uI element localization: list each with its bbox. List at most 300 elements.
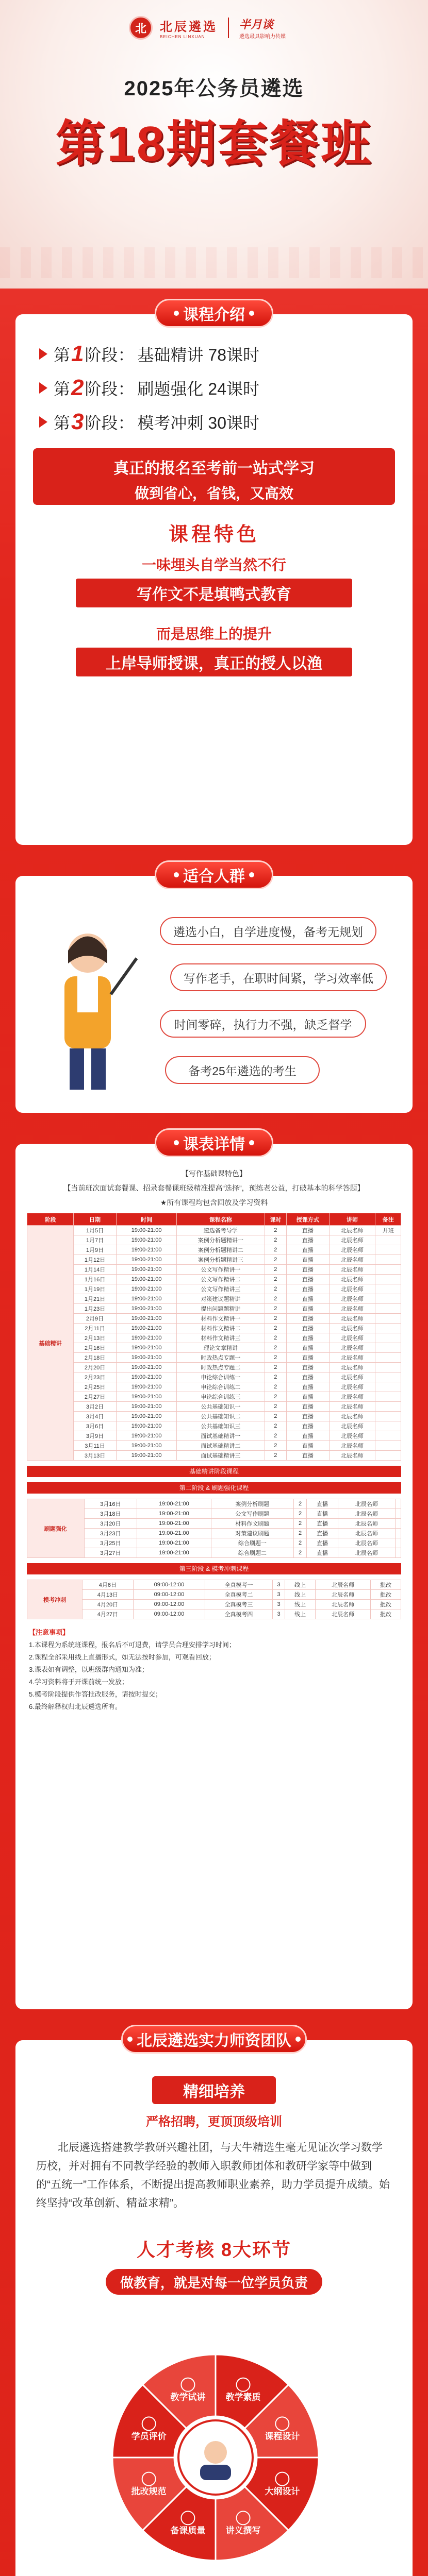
- table-cell: [375, 1333, 401, 1343]
- table-cell: 北辰名师: [329, 1304, 375, 1314]
- table-cell: 北辰名师: [338, 1548, 396, 1558]
- dot-icon: [249, 311, 254, 316]
- table-cell: 3月20日: [84, 1519, 137, 1529]
- note-line: 6.最终解释权归北辰遴选所有。: [29, 1703, 122, 1710]
- table-cell: 时政热点专题二: [177, 1363, 265, 1372]
- suitable-item: 备考25年遴选的考生: [165, 1056, 320, 1084]
- dot-icon: [249, 1140, 254, 1145]
- table-cell: 时政热点专题一: [177, 1353, 265, 1363]
- table-cell: 直播: [286, 1382, 329, 1392]
- logo-row: [0, 13, 428, 42]
- note-line: 5.模考阶段提供作答批改服务，请按时提交；: [29, 1690, 162, 1698]
- table-cell: 案例分析刷题: [211, 1499, 293, 1509]
- table-cell: [375, 1441, 401, 1451]
- table-cell: 2: [294, 1538, 307, 1548]
- table-cell: 09:00-12:00: [133, 1609, 205, 1619]
- table-cell: 2: [265, 1226, 286, 1235]
- table-cell: 公文写作精讲二: [177, 1275, 265, 1284]
- one-stop-banner: [33, 448, 395, 505]
- table-cell: 2: [265, 1235, 286, 1245]
- schedule-note-3: ★所有课程均包含回放及学习资料: [160, 1198, 268, 1207]
- table-cell: 直播: [286, 1314, 329, 1324]
- one-stop-line1: 真正的报名至考前一站式学习: [113, 460, 315, 477]
- feature-title: 课程特色: [168, 524, 259, 546]
- table-cell: 2月11日: [73, 1324, 116, 1333]
- suitable-card: [15, 868, 413, 1113]
- table-cell: 2: [265, 1431, 286, 1441]
- intro-card: [15, 307, 413, 845]
- table-cell: 2: [294, 1548, 307, 1558]
- table-cell: 2月16日: [73, 1343, 116, 1353]
- table-cell: 2月9日: [73, 1314, 116, 1324]
- table-cell: 2月18日: [73, 1353, 116, 1363]
- table-cell: 2: [265, 1363, 286, 1372]
- table-cell: 2: [265, 1314, 286, 1324]
- table-cell: 面试基础精讲一: [177, 1431, 265, 1441]
- table-cell: 北辰名师: [329, 1363, 375, 1372]
- table-cell: 2: [265, 1402, 286, 1412]
- table-cell: 北辰名师: [329, 1343, 375, 1353]
- table-cell: 案例分析题精讲一: [177, 1235, 265, 1245]
- intro-heading: [155, 299, 273, 328]
- table-cell: 公文写作精讲三: [177, 1284, 265, 1294]
- note-line: 4.学习资料将于开课前统一发放；: [29, 1678, 128, 1686]
- table-cell: 2月25日: [73, 1382, 116, 1392]
- colon: ：: [118, 346, 135, 364]
- feature-answer-1: 写作文不是填鸭式教育: [76, 579, 352, 607]
- table-cell: 直播: [286, 1324, 329, 1333]
- table-cell: 公文写作精讲一: [177, 1265, 265, 1275]
- table-cell: 北辰名师: [329, 1235, 375, 1245]
- table-cell: 19:00-21:00: [137, 1519, 211, 1529]
- hero: [0, 0, 428, 289]
- notes-block: [29, 1626, 399, 1713]
- table-cell: 北辰名师: [329, 1314, 375, 1324]
- table-cell: 北辰名师: [329, 1255, 375, 1265]
- teacher-illustration: [36, 922, 139, 1092]
- table-cell: 公共基础知识一: [177, 1402, 265, 1412]
- table-cell: 19:00-21:00: [117, 1363, 177, 1372]
- table-cell: 北辰名师: [329, 1226, 375, 1235]
- hero-decoration: [0, 247, 428, 278]
- table-cell: 直播: [286, 1235, 329, 1245]
- stage-1: [15, 337, 413, 371]
- table-cell: 19:00-21:00: [117, 1324, 177, 1333]
- table-cell: 3月13日: [73, 1451, 116, 1461]
- table-header-cell: 时间: [117, 1213, 177, 1226]
- table-cell: 1月14日: [73, 1265, 116, 1275]
- suitable-heading: [155, 860, 273, 889]
- table-cell: [375, 1255, 401, 1265]
- table-cell: 19:00-21:00: [117, 1431, 177, 1441]
- table-cell: 北辰名师: [329, 1421, 375, 1431]
- table-cell: 北辰名师: [329, 1451, 375, 1461]
- table-cell: 全真模考三: [205, 1600, 272, 1609]
- assessment-wheel: [107, 2349, 324, 2566]
- dot-icon: [174, 872, 179, 877]
- table-cell: 批改: [371, 1590, 401, 1600]
- feature-question-1: 一味埋头自学当然不行: [141, 557, 286, 573]
- table-cell: 北辰名师: [329, 1245, 375, 1255]
- wheel-label: 课程设计: [265, 2431, 300, 2442]
- table-row: [27, 1580, 401, 1590]
- table-cell: 3: [272, 1609, 285, 1619]
- table-row: [27, 1609, 401, 1619]
- table-cell: 2: [265, 1412, 286, 1421]
- table-cell: [375, 1451, 401, 1461]
- table-cell: 直播: [286, 1255, 329, 1265]
- suitable-item: 时间零碎，执行力不强，缺乏督学: [160, 1010, 366, 1038]
- table-cell: 公文写作刷题: [211, 1509, 293, 1519]
- table-cell: 北辰名师: [316, 1590, 371, 1600]
- schedule-note-2: 【当前班次面试套餐课、招录套餐课班级精准提高“选择”，预练老公益，打破基本的科学答题】: [63, 1184, 365, 1192]
- wheel-label: 批改规范: [131, 2486, 167, 2497]
- table-cell: 2月23日: [73, 1372, 116, 1382]
- table-cell: 批改: [371, 1609, 401, 1619]
- table-cell: 对策建议题精讲: [177, 1294, 265, 1304]
- table-cell: 2: [294, 1529, 307, 1538]
- table-row: [27, 1590, 401, 1600]
- table-cell: 直播: [286, 1451, 329, 1461]
- table-cell: 3: [272, 1600, 285, 1609]
- table-cell: 综合刷题二: [211, 1548, 293, 1558]
- table-cell: 19:00-21:00: [117, 1353, 177, 1363]
- table-cell: 19:00-21:00: [117, 1304, 177, 1314]
- table-cell: 材料作文精讲二: [177, 1324, 265, 1333]
- wheel-label: 大纲设计: [265, 2486, 300, 2497]
- wheel-label: 讲义撰写: [225, 2526, 261, 2536]
- suitable-item: 写作老手，在职时间紧，学习效率低: [170, 963, 387, 991]
- table-cell: 3: [272, 1580, 285, 1590]
- logo-cn: 北辰遴选: [160, 19, 218, 34]
- table-cell: 直播: [307, 1499, 338, 1509]
- table-row: [27, 1284, 401, 1294]
- table-cell: 4月20日: [82, 1600, 133, 1609]
- hero-title: 第18期套餐班: [55, 116, 373, 172]
- table-row: [27, 1324, 401, 1333]
- table-cell: 直播: [286, 1275, 329, 1284]
- notes-title: 【注意事项】: [29, 1629, 70, 1636]
- table-cell: 2: [265, 1441, 286, 1451]
- table-cell: 北辰名师: [329, 1275, 375, 1284]
- table-cell: 北辰名师: [316, 1609, 371, 1619]
- table-cell: 2: [265, 1372, 286, 1382]
- table-cell: 直播: [307, 1538, 338, 1548]
- schedule-sub-bar: 基础精讲阶段课程: [27, 1466, 401, 1477]
- table-cell: 直播: [286, 1363, 329, 1372]
- table-cell: 2: [265, 1343, 286, 1353]
- table-row: [27, 1314, 401, 1324]
- table-cell: [395, 1548, 401, 1558]
- table-cell: 直播: [286, 1372, 329, 1382]
- table-cell: 19:00-21:00: [117, 1275, 177, 1284]
- colon: ：: [118, 414, 135, 432]
- table-cell: 19:00-21:00: [117, 1382, 177, 1392]
- table-row: [27, 1392, 401, 1402]
- table-cell: 3月27日: [84, 1548, 137, 1558]
- wheel-label: 学员评价: [131, 2431, 167, 2442]
- table-cell: 公共基础知识三: [177, 1421, 265, 1431]
- table-cell: 2月20日: [73, 1363, 116, 1372]
- table-cell: 1月23日: [73, 1304, 116, 1314]
- table-cell: 开班: [375, 1226, 401, 1235]
- table-cell: 1月7日: [73, 1235, 116, 1245]
- table-cell: 3月11日: [73, 1441, 116, 1451]
- table-cell: [375, 1265, 401, 1275]
- table-cell: 北辰名师: [338, 1519, 396, 1529]
- teachers-paragraph: 北辰遴选搭建教学教研兴趣社团，与大牛精选生毫无见证次学习数学历校，并对拥有不同教学经验的教师入职教师团体和教研学家等中做到的“五统一”工作体系，不断提出提高教师职业素养，助力学员提升成绩。始终坚持“改革创新、精益求精”。: [36, 2142, 390, 2209]
- table-cell: 线上: [285, 1609, 316, 1619]
- table-cell: 直播: [286, 1265, 329, 1275]
- table-cell: 直播: [286, 1392, 329, 1402]
- stage-suffix: 阶段: [85, 346, 118, 364]
- wheel-label: 教学试讲: [170, 2392, 206, 2402]
- note-line: 3.课表如有调整，以班级群内通知为准；: [29, 1666, 149, 1673]
- table-cell: 19:00-21:00: [117, 1412, 177, 1421]
- table-cell: 北辰名师: [329, 1265, 375, 1275]
- table-cell: 3月6日: [73, 1421, 116, 1431]
- table-cell: 直播: [286, 1304, 329, 1314]
- table-cell: 北辰名师: [338, 1509, 396, 1519]
- table-cell: 遴选备考导学: [177, 1226, 265, 1235]
- table-cell: 批改: [371, 1600, 401, 1609]
- table-row: [27, 1363, 401, 1372]
- intro-heading-label: 课程介绍: [183, 307, 245, 324]
- table-header-cell: 阶段: [27, 1213, 74, 1226]
- table-cell: 2: [265, 1333, 286, 1343]
- table-cell: 19:00-21:00: [117, 1265, 177, 1275]
- table-cell: 2: [265, 1392, 286, 1402]
- table-cell: [375, 1235, 401, 1245]
- table-cell: [375, 1412, 401, 1421]
- table-cell: 19:00-21:00: [117, 1451, 177, 1461]
- logo-divider: [228, 18, 229, 38]
- table-cell: 直播: [286, 1333, 329, 1343]
- table-cell: [395, 1529, 401, 1538]
- stage-content: 刷题强化 24课时: [137, 380, 260, 398]
- feature-answer-2: 上岸导师授课，真正的授人以渔: [76, 648, 352, 676]
- table-cell: [375, 1392, 401, 1402]
- table-row: [27, 1402, 401, 1412]
- teachers-heading: [121, 2025, 307, 2054]
- table-cell: [375, 1353, 401, 1363]
- table-cell: 面试基础精讲三: [177, 1451, 265, 1461]
- assess-title: 人才考核 8大环节: [136, 2239, 292, 2260]
- table-row: [27, 1499, 401, 1509]
- table-cell: 1月12日: [73, 1255, 116, 1265]
- table-cell: 19:00-21:00: [137, 1529, 211, 1538]
- table-cell: 直播: [286, 1431, 329, 1441]
- table-cell: [375, 1372, 401, 1382]
- table-body: [27, 1580, 401, 1619]
- table-cell: [375, 1382, 401, 1392]
- schedule-heading-label: 课表详情: [183, 1136, 245, 1153]
- suitable-item: 遴选小白，自学进度慢，备考无规划: [160, 917, 376, 945]
- table-cell: 案例分析题精讲二: [177, 1245, 265, 1255]
- dot-icon: [249, 872, 254, 877]
- suitable-heading-label: 适合人群: [183, 868, 245, 885]
- table-cell: 19:00-21:00: [117, 1235, 177, 1245]
- table-row: [27, 1235, 401, 1245]
- table-cell: 直播: [286, 1421, 329, 1431]
- table-cell: 1月16日: [73, 1275, 116, 1284]
- table-cell: 申论综合训练一: [177, 1372, 265, 1382]
- table-cell: 2月27日: [73, 1392, 116, 1402]
- partner-logo: [239, 16, 286, 40]
- schedule-table-1: [27, 1213, 401, 1461]
- dot-icon: [174, 1140, 179, 1145]
- table-cell: 2: [265, 1324, 286, 1333]
- table-cell: 直播: [307, 1509, 338, 1519]
- table-cell: 2: [265, 1304, 286, 1314]
- table-cell: [375, 1363, 401, 1372]
- table-cell: 19:00-21:00: [117, 1284, 177, 1294]
- table-cell: 2: [265, 1421, 286, 1431]
- teacher-avatar-icon: [204, 2441, 227, 2464]
- table-cell: 线上: [285, 1600, 316, 1609]
- stage-3: [15, 405, 413, 439]
- table-cell: 面试基础精讲二: [177, 1441, 265, 1451]
- table-cell: 理论文章精讲: [177, 1343, 265, 1353]
- table-row: [27, 1372, 401, 1382]
- wheel-label: 备课质量: [170, 2526, 206, 2536]
- table-cell: 综合刷题一: [211, 1538, 293, 1548]
- table-cell: 北辰名师: [338, 1538, 396, 1548]
- table-row: [27, 1412, 401, 1421]
- table-cell: 3月4日: [73, 1412, 116, 1421]
- table-cell: 直播: [286, 1294, 329, 1304]
- table-cell: 19:00-21:00: [137, 1509, 211, 1519]
- schedule-sub-bar: 第三阶段 & 模考冲刺课程: [27, 1563, 401, 1574]
- table-row: [27, 1265, 401, 1275]
- table-cell: 2: [294, 1499, 307, 1509]
- table-row: [27, 1304, 401, 1314]
- table-cell: 19:00-21:00: [117, 1441, 177, 1451]
- table-cell: 4月6日: [82, 1580, 133, 1590]
- table-cell: 公共基础知识二: [177, 1412, 265, 1421]
- table-cell: 北辰名师: [329, 1402, 375, 1412]
- partner-name: 半月谈: [239, 18, 274, 31]
- table-cell: 北辰名师: [329, 1324, 375, 1333]
- stage-cell: 基础精讲: [27, 1226, 74, 1461]
- table-cell: [395, 1538, 401, 1548]
- teachers-slogan: 严格招聘，更顶顶级培训: [146, 2115, 282, 2129]
- table-cell: 1月5日: [73, 1226, 116, 1235]
- table-cell: 1月19日: [73, 1284, 116, 1294]
- table-cell: 3月23日: [84, 1529, 137, 1538]
- table-cell: 09:00-12:00: [133, 1590, 205, 1600]
- table-cell: 19:00-21:00: [117, 1421, 177, 1431]
- table-cell: [375, 1275, 401, 1284]
- table-row: [27, 1343, 401, 1353]
- table-body: [27, 1499, 401, 1558]
- table-row: [27, 1451, 401, 1461]
- table-cell: 19:00-21:00: [117, 1255, 177, 1265]
- table-row: [27, 1421, 401, 1431]
- table-cell: 19:00-21:00: [117, 1333, 177, 1343]
- table-cell: 申论综合训练二: [177, 1382, 265, 1392]
- table-cell: 北辰名师: [329, 1382, 375, 1392]
- table-cell: 北辰名师: [316, 1580, 371, 1590]
- logo-text: [160, 16, 218, 39]
- table-cell: 19:00-21:00: [117, 1314, 177, 1324]
- schedule-note-1: 【写作基础课特色】: [182, 1170, 246, 1178]
- triangle-right-icon: [39, 416, 47, 428]
- table-cell: 1月21日: [73, 1294, 116, 1304]
- table-row: [27, 1294, 401, 1304]
- stage-number: 2: [71, 375, 84, 400]
- table-row: [27, 1431, 401, 1441]
- table-cell: 北辰名师: [329, 1353, 375, 1363]
- table-header-cell: 备注: [375, 1213, 401, 1226]
- table-cell: 材料作文刷题: [211, 1519, 293, 1529]
- table-row: [27, 1382, 401, 1392]
- table-cell: [375, 1421, 401, 1431]
- one-stop-line2: 做到省心，省钱，又高效: [134, 485, 293, 501]
- table-cell: 2: [265, 1265, 286, 1275]
- table-cell: 3: [272, 1590, 285, 1600]
- table-cell: [395, 1519, 401, 1529]
- table-row: [27, 1226, 401, 1235]
- table-cell: 北辰名师: [329, 1372, 375, 1382]
- assess-tag: 做教育，就是对每一位学员负责: [106, 2269, 322, 2295]
- dot-icon: [295, 2037, 301, 2042]
- table-cell: [395, 1509, 401, 1519]
- table-cell: 全真模考四: [205, 1609, 272, 1619]
- table-cell: [375, 1245, 401, 1255]
- schedule-table-3: [27, 1580, 401, 1619]
- table-cell: 09:00-12:00: [133, 1580, 205, 1590]
- schedule-heading: [155, 1128, 273, 1157]
- table-cell: 直播: [286, 1441, 329, 1451]
- table-cell: [375, 1402, 401, 1412]
- triangle-right-icon: [39, 382, 47, 394]
- table-cell: 直播: [286, 1226, 329, 1235]
- table-cell: [375, 1343, 401, 1353]
- table-row: [27, 1245, 401, 1255]
- teachers-card: [15, 2032, 413, 2576]
- stage-content: 模考冲刺 30课时: [137, 414, 260, 432]
- table-cell: 2月13日: [73, 1333, 116, 1343]
- beichen-logo-icon: 北: [129, 16, 153, 40]
- table-header-cell: 日期: [73, 1213, 116, 1226]
- table-cell: 北辰名师: [329, 1333, 375, 1343]
- table-cell: [375, 1304, 401, 1314]
- table-cell: 19:00-21:00: [117, 1226, 177, 1235]
- table-cell: 2: [265, 1382, 286, 1392]
- dot-icon: [127, 2037, 133, 2042]
- stage-prefix: 第: [54, 380, 71, 398]
- schedule-table-2: [27, 1499, 401, 1558]
- colon: ：: [118, 380, 135, 398]
- table-row: [27, 1255, 401, 1265]
- table-cell: 3月16日: [84, 1499, 137, 1509]
- table-cell: 案例分析题精讲三: [177, 1255, 265, 1265]
- table-row: [27, 1441, 401, 1451]
- table-cell: 2: [294, 1509, 307, 1519]
- table-cell: 19:00-21:00: [137, 1548, 211, 1558]
- table-cell: 北辰名师: [329, 1412, 375, 1421]
- table-cell: 直播: [307, 1548, 338, 1558]
- stage-2: [15, 371, 413, 405]
- logo-en: BEICHEN LINXUAN: [160, 35, 205, 39]
- table-header-cell: 课时: [265, 1213, 286, 1226]
- table-row: [27, 1275, 401, 1284]
- table-cell: 提出问题题精讲: [177, 1304, 265, 1314]
- table-cell: 直播: [286, 1245, 329, 1255]
- table-cell: 19:00-21:00: [117, 1372, 177, 1382]
- stage-number: 1: [71, 341, 84, 366]
